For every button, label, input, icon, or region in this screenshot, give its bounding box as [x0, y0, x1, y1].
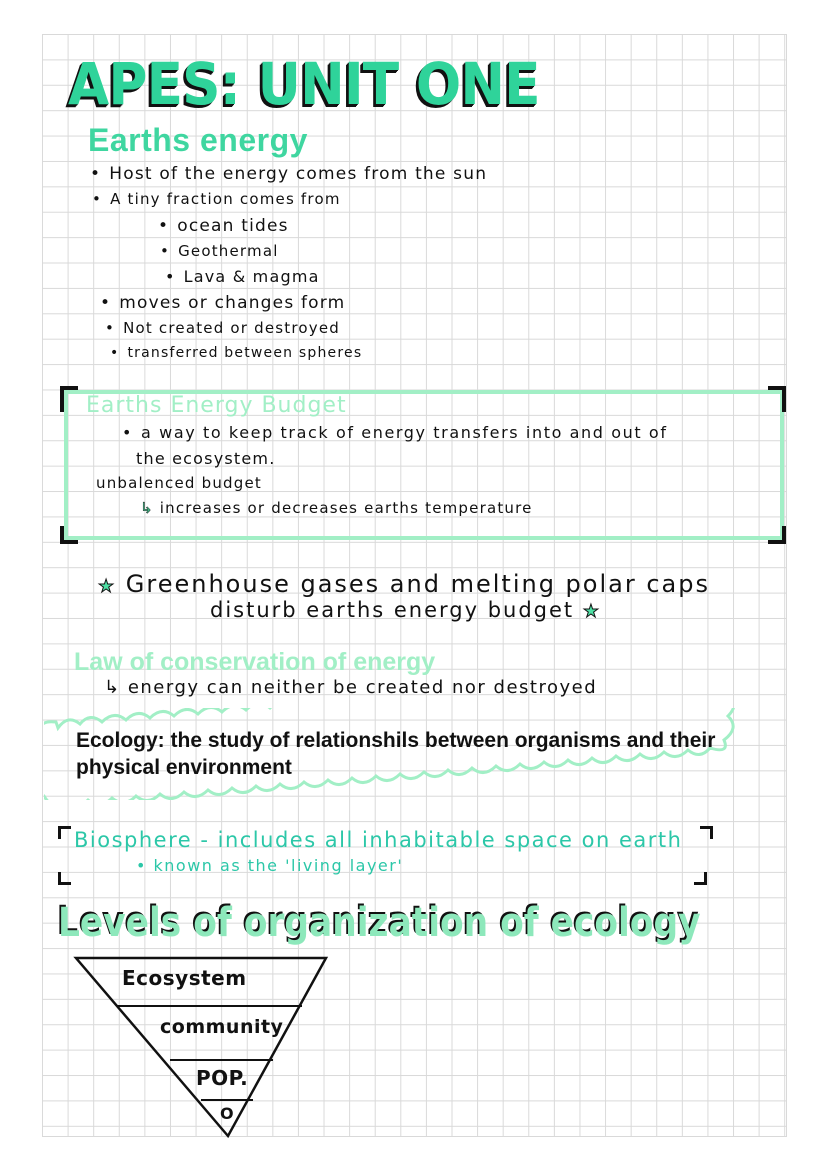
arrow-icon: ↳: [140, 499, 154, 517]
bracket-corner: [694, 872, 707, 885]
unbalanced-effect: [140, 499, 533, 517]
star-icon: ★: [582, 601, 601, 622]
bracket-corner: [58, 872, 71, 885]
heading-earths-energy: Earths energy: [88, 122, 308, 158]
unbalanced-label: unbalenced budget: [96, 474, 262, 492]
list-item: • ocean tides: [158, 216, 289, 236]
callout-line-2: disturb earths energy budget ★: [210, 598, 601, 622]
list-item-continued: the ecosystem.: [136, 449, 276, 468]
list-item: • Not created or destroyed: [105, 319, 340, 337]
pyramid-level-population: POP.: [196, 1066, 249, 1090]
pyramid-level-organism: O: [220, 1104, 235, 1123]
bracket-corner: [60, 386, 78, 412]
effect-text: increases or decreases earths temperature: [159, 499, 533, 517]
bracket-corner: [58, 826, 71, 839]
ecology-definition: Ecology: the study of relationshils between organisms and their physical environment: [76, 729, 716, 779]
bracket-corner: [700, 826, 713, 839]
heading-levels: Levels of organization of ecology: [58, 900, 701, 946]
list-item: • a way to keep track of energy transfers into and out of: [122, 423, 668, 442]
list-item: • Lava & magma: [165, 267, 320, 286]
heading-conservation: Law of conservation of energy: [74, 648, 436, 676]
biosphere-note: • known as the 'living layer': [136, 856, 404, 875]
list-item: • Geothermal: [160, 242, 279, 260]
list-item: • A tiny fraction comes from: [92, 190, 341, 208]
list-item: • moves or changes form: [100, 293, 345, 313]
bracket-corner: [60, 526, 78, 544]
arrow-icon: ↳: [104, 677, 121, 698]
pyramid-level-community: community: [160, 1016, 284, 1038]
list-item: • transferred between spheres: [110, 345, 362, 361]
biosphere-definition: Biosphere - includes all inhabitable space on earth: [74, 828, 683, 852]
bracket-corner: [768, 386, 786, 412]
callout-line-1: ★ Greenhouse gases and melting polar caps: [98, 570, 710, 598]
page-title: APES: UNIT ONE: [68, 50, 540, 118]
conservation-text: ↳ energy can neither be created nor destroyed: [104, 677, 598, 698]
pyramid-level-ecosystem: Ecosystem: [122, 966, 247, 990]
heading-energy-budget: Earths Energy Budget: [86, 393, 347, 418]
star-icon: ★: [98, 576, 117, 597]
list-item: • Host of the energy comes from the sun: [90, 164, 487, 184]
bracket-corner: [768, 526, 786, 544]
